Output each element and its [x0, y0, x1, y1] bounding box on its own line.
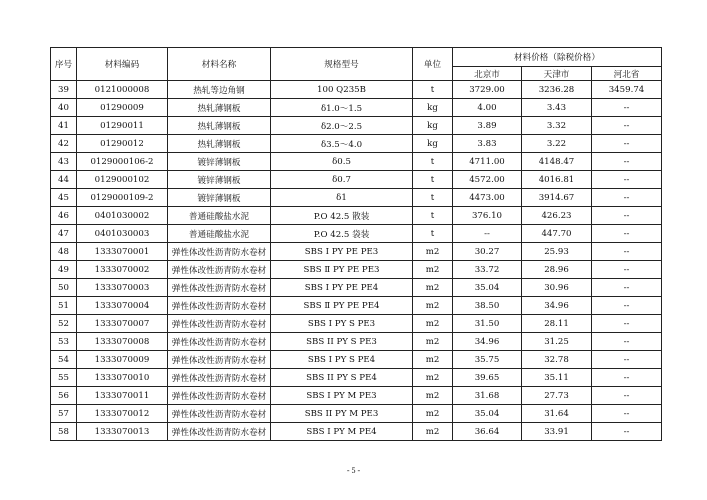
cell-unit: m2 [413, 279, 453, 297]
cell-tianjin: 32.78 [522, 351, 592, 369]
cell-hebei: -- [592, 135, 662, 153]
cell-beijing: 35.04 [453, 279, 522, 297]
cell-spec: 100 Q235B [271, 81, 413, 99]
table-row [51, 171, 662, 189]
cell-tianjin: 4148.47 [522, 153, 592, 171]
cell-name: 弹性体改性沥青防水卷材 [168, 297, 271, 315]
cell-seq: 44 [51, 171, 77, 189]
cell-code: 1333070002 [77, 261, 168, 279]
cell-beijing: 3.89 [453, 117, 522, 135]
cell-beijing: -- [453, 225, 522, 243]
cell-unit: m2 [413, 387, 453, 405]
material-price-table [50, 47, 662, 441]
cell-seq: 51 [51, 297, 77, 315]
table-row [51, 81, 662, 99]
cell-tianjin: 3.32 [522, 117, 592, 135]
table-row [51, 261, 662, 279]
table-row [51, 189, 662, 207]
cell-unit: m2 [413, 333, 453, 351]
cell-tianjin: 30.96 [522, 279, 592, 297]
cell-code: 0129000102 [77, 171, 168, 189]
cell-unit: t [413, 225, 453, 243]
cell-name: 普通硅酸盐水泥 [168, 225, 271, 243]
cell-seq: 53 [51, 333, 77, 351]
cell-hebei: -- [592, 351, 662, 369]
cell-seq: 46 [51, 207, 77, 225]
cell-name: 镀锌薄钢板 [168, 153, 271, 171]
cell-name: 弹性体改性沥青防水卷材 [168, 279, 271, 297]
cell-seq: 56 [51, 387, 77, 405]
cell-spec: P.O 42.5 散装 [271, 207, 413, 225]
cell-unit: m2 [413, 405, 453, 423]
cell-unit: t [413, 81, 453, 99]
cell-hebei: -- [592, 207, 662, 225]
cell-beijing: 35.04 [453, 405, 522, 423]
page-number: - 5 - [346, 466, 361, 475]
cell-code: 01290011 [77, 117, 168, 135]
cell-name: 弹性体改性沥青防水卷材 [168, 351, 271, 369]
header-beijing: 北京市 [453, 67, 522, 81]
cell-spec: SBS Ⅰ PY S PE3 [271, 315, 413, 333]
cell-hebei: -- [592, 117, 662, 135]
cell-name: 弹性体改性沥青防水卷材 [168, 333, 271, 351]
cell-spec: δ2.0～2.5 [271, 117, 413, 135]
cell-spec: SBS Ⅰ PY M PE3 [271, 387, 413, 405]
cell-beijing: 38.50 [453, 297, 522, 315]
cell-spec: SBS II PY S PE3 [271, 333, 413, 351]
cell-spec: δ1.0～1.5 [271, 99, 413, 117]
cell-beijing: 4.00 [453, 99, 522, 117]
cell-name: 弹性体改性沥青防水卷材 [168, 243, 271, 261]
cell-name: 热轧等边角钢 [168, 81, 271, 99]
cell-unit: m2 [413, 423, 453, 441]
header-price-group: 材料价格（除税价格） [453, 48, 662, 67]
cell-tianjin: 35.11 [522, 369, 592, 387]
cell-code: 1333070003 [77, 279, 168, 297]
cell-unit: t [413, 153, 453, 171]
cell-hebei: -- [592, 261, 662, 279]
table-row [51, 297, 662, 315]
cell-unit: m2 [413, 261, 453, 279]
cell-tianjin: 34.96 [522, 297, 592, 315]
cell-beijing: 4711.00 [453, 153, 522, 171]
table-row [51, 351, 662, 369]
cell-seq: 47 [51, 225, 77, 243]
table-row [51, 99, 662, 117]
header-row-top [51, 48, 662, 67]
cell-code: 0401030003 [77, 225, 168, 243]
table-row [51, 333, 662, 351]
cell-spec: SBS Ⅱ PY PE PE4 [271, 297, 413, 315]
cell-hebei: -- [592, 279, 662, 297]
cell-tianjin: 33.91 [522, 423, 592, 441]
cell-unit: m2 [413, 297, 453, 315]
table-row [51, 423, 662, 441]
cell-tianjin: 28.11 [522, 315, 592, 333]
cell-unit: m2 [413, 243, 453, 261]
cell-code: 0121000008 [77, 81, 168, 99]
cell-hebei: -- [592, 387, 662, 405]
cell-seq: 50 [51, 279, 77, 297]
header-seq: 序号 [51, 48, 77, 81]
cell-code: 1333070004 [77, 297, 168, 315]
cell-seq: 58 [51, 423, 77, 441]
cell-spec: P.O 42.5 袋装 [271, 225, 413, 243]
cell-tianjin: 31.25 [522, 333, 592, 351]
cell-name: 热轧薄钢板 [168, 135, 271, 153]
header-unit: 单位 [413, 48, 453, 81]
cell-code: 01290009 [77, 99, 168, 117]
cell-unit: m2 [413, 315, 453, 333]
cell-unit: kg [413, 117, 453, 135]
table-row [51, 315, 662, 333]
cell-code: 0401030002 [77, 207, 168, 225]
cell-tianjin: 3914.67 [522, 189, 592, 207]
cell-tianjin: 4016.81 [522, 171, 592, 189]
cell-beijing: 31.68 [453, 387, 522, 405]
cell-hebei: -- [592, 369, 662, 387]
cell-seq: 54 [51, 351, 77, 369]
cell-tianjin: 25.93 [522, 243, 592, 261]
cell-code: 1333070001 [77, 243, 168, 261]
cell-seq: 43 [51, 153, 77, 171]
cell-beijing: 34.96 [453, 333, 522, 351]
cell-beijing: 4473.00 [453, 189, 522, 207]
table-row [51, 207, 662, 225]
cell-tianjin: 3.43 [522, 99, 592, 117]
cell-code: 1333070012 [77, 405, 168, 423]
cell-code: 1333070011 [77, 387, 168, 405]
cell-spec: δ0.5 [271, 153, 413, 171]
cell-spec: δ1 [271, 189, 413, 207]
cell-beijing: 35.75 [453, 351, 522, 369]
cell-seq: 42 [51, 135, 77, 153]
cell-unit: t [413, 189, 453, 207]
cell-hebei: -- [592, 297, 662, 315]
cell-name: 普通硅酸盐水泥 [168, 207, 271, 225]
cell-spec: SBS II PY M PE3 [271, 405, 413, 423]
cell-code: 1333070009 [77, 351, 168, 369]
cell-hebei: -- [592, 171, 662, 189]
table-body [51, 81, 662, 441]
cell-hebei: -- [592, 405, 662, 423]
cell-code: 01290012 [77, 135, 168, 153]
cell-unit: kg [413, 135, 453, 153]
table-row [51, 279, 662, 297]
cell-hebei: 3459.74 [592, 81, 662, 99]
cell-seq: 55 [51, 369, 77, 387]
table-row [51, 153, 662, 171]
cell-code: 1333070007 [77, 315, 168, 333]
cell-spec: SBS Ⅰ PY PE PE3 [271, 243, 413, 261]
header-hebei: 河北省 [592, 67, 662, 81]
table-row [51, 369, 662, 387]
cell-name: 弹性体改性沥青防水卷材 [168, 315, 271, 333]
cell-beijing: 376.10 [453, 207, 522, 225]
cell-beijing: 4572.00 [453, 171, 522, 189]
cell-seq: 49 [51, 261, 77, 279]
table-row [51, 243, 662, 261]
cell-name: 热轧薄钢板 [168, 117, 271, 135]
table-row [51, 405, 662, 423]
cell-name: 弹性体改性沥青防水卷材 [168, 387, 271, 405]
header-spec: 规格型号 [271, 48, 413, 81]
cell-spec: SBS Ⅰ PY PE PE4 [271, 279, 413, 297]
cell-name: 弹性体改性沥青防水卷材 [168, 261, 271, 279]
cell-tianjin: 3236.28 [522, 81, 592, 99]
cell-hebei: -- [592, 225, 662, 243]
cell-hebei: -- [592, 315, 662, 333]
cell-beijing: 39.65 [453, 369, 522, 387]
cell-code: 0129000106-2 [77, 153, 168, 171]
cell-tianjin: 447.70 [522, 225, 592, 243]
cell-seq: 48 [51, 243, 77, 261]
cell-name: 弹性体改性沥青防水卷材 [168, 405, 271, 423]
cell-seq: 41 [51, 117, 77, 135]
cell-beijing: 3729.00 [453, 81, 522, 99]
cell-seq: 39 [51, 81, 77, 99]
cell-hebei: -- [592, 99, 662, 117]
cell-hebei: -- [592, 189, 662, 207]
cell-unit: t [413, 207, 453, 225]
cell-tianjin: 27.73 [522, 387, 592, 405]
cell-hebei: -- [592, 153, 662, 171]
cell-unit: kg [413, 99, 453, 117]
header-code: 材料编码 [77, 48, 168, 81]
cell-beijing: 33.72 [453, 261, 522, 279]
table-row [51, 387, 662, 405]
cell-unit: t [413, 171, 453, 189]
cell-beijing: 31.50 [453, 315, 522, 333]
cell-name: 热轧薄钢板 [168, 99, 271, 117]
cell-seq: 45 [51, 189, 77, 207]
cell-unit: m2 [413, 351, 453, 369]
cell-seq: 52 [51, 315, 77, 333]
table-row [51, 225, 662, 243]
cell-tianjin: 28.96 [522, 261, 592, 279]
cell-name: 镀锌薄钢板 [168, 171, 271, 189]
cell-beijing: 36.64 [453, 423, 522, 441]
table-row [51, 135, 662, 153]
header-tianjin: 天津市 [522, 67, 592, 81]
cell-code: 0129000109-2 [77, 189, 168, 207]
cell-tianjin: 426.23 [522, 207, 592, 225]
cell-code: 1333070010 [77, 369, 168, 387]
cell-hebei: -- [592, 243, 662, 261]
cell-code: 1333070008 [77, 333, 168, 351]
cell-tianjin: 31.64 [522, 405, 592, 423]
cell-spec: SBS II PY S PE4 [271, 369, 413, 387]
cell-hebei: -- [592, 423, 662, 441]
cell-beijing: 3.83 [453, 135, 522, 153]
cell-spec: δ0.7 [271, 171, 413, 189]
cell-code: 1333070013 [77, 423, 168, 441]
cell-seq: 40 [51, 99, 77, 117]
cell-seq: 57 [51, 405, 77, 423]
cell-name: 镀锌薄钢板 [168, 189, 271, 207]
table-row [51, 117, 662, 135]
cell-tianjin: 3.22 [522, 135, 592, 153]
cell-spec: SBS Ⅰ PY S PE4 [271, 351, 413, 369]
cell-beijing: 30.27 [453, 243, 522, 261]
cell-hebei: -- [592, 333, 662, 351]
header-name: 材料名称 [168, 48, 271, 81]
cell-name: 弹性体改性沥青防水卷材 [168, 369, 271, 387]
cell-spec: δ3.5～4.0 [271, 135, 413, 153]
cell-spec: SBS Ⅱ PY PE PE3 [271, 261, 413, 279]
cell-spec: SBS Ⅰ PY M PE4 [271, 423, 413, 441]
cell-name: 弹性体改性沥青防水卷材 [168, 423, 271, 441]
cell-unit: m2 [413, 369, 453, 387]
